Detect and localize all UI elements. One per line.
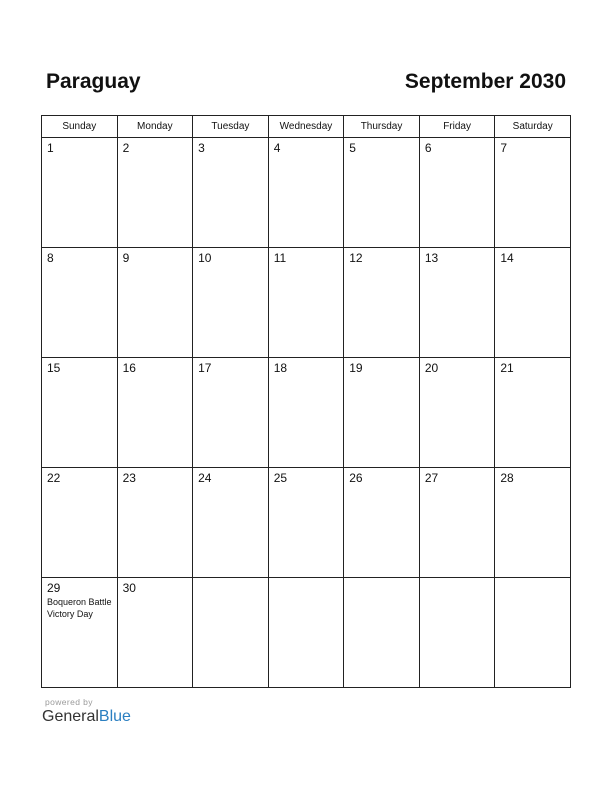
week-row: [42, 358, 571, 468]
day-number: 11: [273, 251, 287, 265]
week-row: [42, 468, 571, 578]
week-row: [42, 138, 571, 248]
day-cell: [42, 248, 118, 358]
day-cell: [268, 138, 344, 248]
day-cell: [419, 248, 495, 358]
weekday-thursday: Thursday: [344, 116, 420, 138]
day-number: 6: [424, 141, 432, 155]
day-cell: [344, 138, 420, 248]
day-number: 24: [198, 471, 212, 485]
day-cell: [419, 468, 495, 578]
day-event: Boqueron Battle Victory Day: [47, 597, 112, 619]
weekday-wednesday: Wednesday: [268, 116, 344, 138]
day-cell: [268, 578, 344, 688]
day-number: 23: [122, 471, 136, 485]
day-cell: [268, 358, 344, 468]
day-cell: [117, 358, 193, 468]
day-number: 25: [273, 471, 288, 485]
day-cell: [42, 468, 118, 578]
day-cell: [193, 138, 269, 248]
day-cell: [419, 578, 495, 688]
powered-by-text: powered by: [45, 697, 93, 707]
day-cell: [495, 248, 571, 358]
day-number: 15: [47, 361, 61, 375]
day-cell: [193, 468, 269, 578]
day-number: 3: [198, 141, 205, 155]
brand-general-text: General: [42, 708, 99, 725]
month-year-title: September 2030: [404, 70, 566, 93]
day-cell: [268, 468, 344, 578]
generalblue-logo[interactable]: [42, 708, 131, 726]
day-cell: [193, 578, 269, 688]
day-number: 9: [122, 251, 130, 265]
day-cell: [42, 578, 118, 688]
day-number: 19: [349, 361, 363, 375]
weekday-monday: Monday: [117, 116, 193, 138]
day-number: 28: [500, 471, 514, 485]
day-cell: [495, 578, 571, 688]
day-cell: [117, 138, 193, 248]
day-number: 14: [500, 251, 514, 265]
day-number: 5: [349, 141, 356, 155]
day-cell: [42, 358, 118, 468]
day-number: 18: [273, 361, 288, 375]
day-number: 16: [122, 361, 136, 375]
day-number: 30: [122, 581, 136, 595]
day-number: 17: [198, 361, 212, 375]
day-number: 21: [500, 361, 514, 375]
day-number: 27: [424, 471, 439, 485]
day-cell: [495, 138, 571, 248]
day-cell: [117, 248, 193, 358]
brand-blue-text: Blue: [98, 708, 131, 725]
day-number: 7: [500, 141, 508, 155]
day-cell: [344, 468, 420, 578]
day-number: 1: [47, 141, 54, 155]
weekday-friday: Friday: [419, 116, 495, 138]
day-cell: [344, 578, 420, 688]
week-row: [42, 578, 571, 688]
weekday-tuesday: Tuesday: [193, 116, 269, 138]
day-cell: [117, 468, 193, 578]
weekday-header-row: [42, 116, 571, 138]
day-number: 20: [424, 361, 439, 375]
day-number: 8: [47, 251, 54, 265]
day-cell: [117, 578, 193, 688]
day-cell: [344, 248, 420, 358]
calendar-grid: [41, 115, 571, 688]
day-number: 26: [349, 471, 363, 485]
weekday-sunday: Sunday: [42, 116, 118, 138]
day-number: 13: [424, 251, 439, 265]
country-title: Paraguay: [46, 70, 141, 93]
day-cell: [193, 358, 269, 468]
day-number: 12: [349, 251, 363, 265]
day-number: 2: [122, 141, 130, 155]
footer-brand: [42, 697, 131, 726]
day-number: 10: [198, 251, 212, 265]
day-number: 4: [273, 141, 281, 155]
day-cell: [495, 358, 571, 468]
day-cell: [268, 248, 344, 358]
day-cell: [419, 358, 495, 468]
day-cell: [42, 138, 118, 248]
day-number: 29: [47, 581, 61, 595]
day-cell: [193, 248, 269, 358]
day-cell: [419, 138, 495, 248]
day-cell: [344, 358, 420, 468]
day-cell: [495, 468, 571, 578]
day-number: 22: [47, 471, 61, 485]
week-row: [42, 248, 571, 358]
weekday-saturday: Saturday: [495, 116, 571, 138]
